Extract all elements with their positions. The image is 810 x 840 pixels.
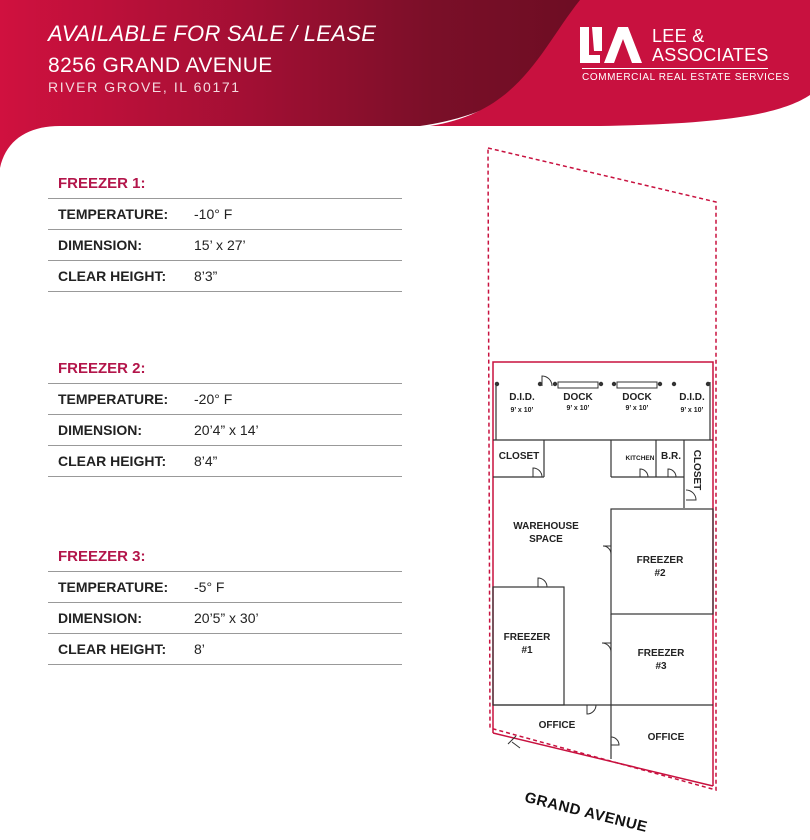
spec-row — [48, 415, 402, 446]
freezer-2-specs — [48, 358, 402, 477]
spec-value: 20’4” x 14’ — [194, 422, 259, 438]
lot-boundary — [488, 148, 716, 790]
spec-label: DIMENSION: — [58, 610, 142, 626]
spec-row — [48, 572, 402, 603]
spec-row — [48, 634, 402, 665]
freezer-1-specs — [48, 173, 402, 292]
office-right-label: OFFICE — [647, 732, 685, 743]
building-outline — [493, 362, 713, 786]
spec-value: -10° F — [194, 206, 233, 222]
closet-left-label: CLOSET — [498, 451, 540, 462]
bathroom-label: B.R. — [661, 451, 681, 462]
listing-tagline: AVAILABLE FOR SALE / LEASE — [48, 21, 377, 46]
kitchen-label: KITCHEN — [625, 455, 655, 462]
office-left-label: OFFICE — [538, 720, 576, 731]
spec-row — [48, 261, 402, 292]
warehouse-label-line2: SPACE — [529, 534, 563, 545]
property-address: 8256 GRAND AVENUE — [48, 54, 273, 77]
freezer-2-label-line2: #2 — [654, 568, 666, 579]
spec-row — [48, 230, 402, 261]
spec-label: TEMPERATURE: — [58, 391, 169, 407]
closet-right-label: CLOSET — [691, 449, 702, 491]
spec-label: CLEAR HEIGHT: — [58, 641, 167, 657]
logo-name: LEE & ASSOCIATES — [652, 26, 769, 65]
spec-label: CLEAR HEIGHT: — [58, 268, 167, 284]
spec-value: 8’4” — [194, 453, 218, 469]
lee-associates-logo-icon — [578, 25, 644, 65]
spec-row — [48, 199, 402, 230]
spec-value: 8’ — [194, 641, 205, 657]
spec-label: DIMENSION: — [58, 237, 142, 253]
spec-label: TEMPERATURE: — [58, 579, 169, 595]
freezer-2-label-line1: FREEZER — [636, 555, 684, 566]
dock-2-label: DOCK — [622, 392, 652, 403]
street-name-label: GRAND AVENUE — [522, 789, 650, 836]
did-left-size: 9’ x 10’ — [510, 407, 534, 414]
logo-divider — [582, 68, 768, 69]
dock-1-size: 9’ x 10’ — [566, 405, 590, 412]
spec-row — [48, 446, 402, 477]
spec-value: 20’5” x 30’ — [194, 610, 259, 626]
logo-tagline: COMMERCIAL REAL ESTATE SERVICES — [582, 72, 790, 83]
warehouse-label-line1: WAREHOUSE — [513, 521, 579, 532]
freezer-3-label-line2: #3 — [655, 661, 667, 672]
dock-2-size: 9’ x 10’ — [625, 405, 649, 412]
spec-value: -20° F — [194, 391, 233, 407]
did-left-label: D.I.D. — [509, 392, 535, 403]
freezer-2-title: FREEZER 2: — [48, 358, 402, 384]
did-right-label: D.I.D. — [679, 392, 705, 403]
spec-value: -5° F — [194, 579, 225, 595]
floor-plan — [470, 140, 730, 840]
spec-label: CLEAR HEIGHT: — [58, 453, 167, 469]
freezer-3-specs — [48, 546, 402, 665]
door-posts — [495, 382, 710, 386]
spec-label: TEMPERATURE: — [58, 206, 169, 222]
dock-door-1 — [558, 382, 598, 388]
spec-row — [48, 603, 402, 634]
property-city: RIVER GROVE, IL 60171 — [48, 79, 241, 95]
freezer-1-label-line1: FREEZER — [503, 632, 551, 643]
spec-row — [48, 384, 402, 415]
spec-label: DIMENSION: — [58, 422, 142, 438]
freezer-3-label-line1: FREEZER — [637, 648, 685, 659]
interior-walls — [493, 382, 713, 759]
dock-1-label: DOCK — [563, 392, 593, 403]
freezer-1-title: FREEZER 1: — [48, 173, 402, 199]
freezer-3-title: FREEZER 3: — [48, 546, 402, 572]
did-right-size: 9’ x 10’ — [680, 407, 704, 414]
spec-value: 8’3” — [194, 268, 218, 284]
freezer-1-label-line2: #1 — [521, 645, 533, 656]
dock-door-2 — [617, 382, 657, 388]
spec-value: 15’ x 27’ — [194, 237, 246, 253]
